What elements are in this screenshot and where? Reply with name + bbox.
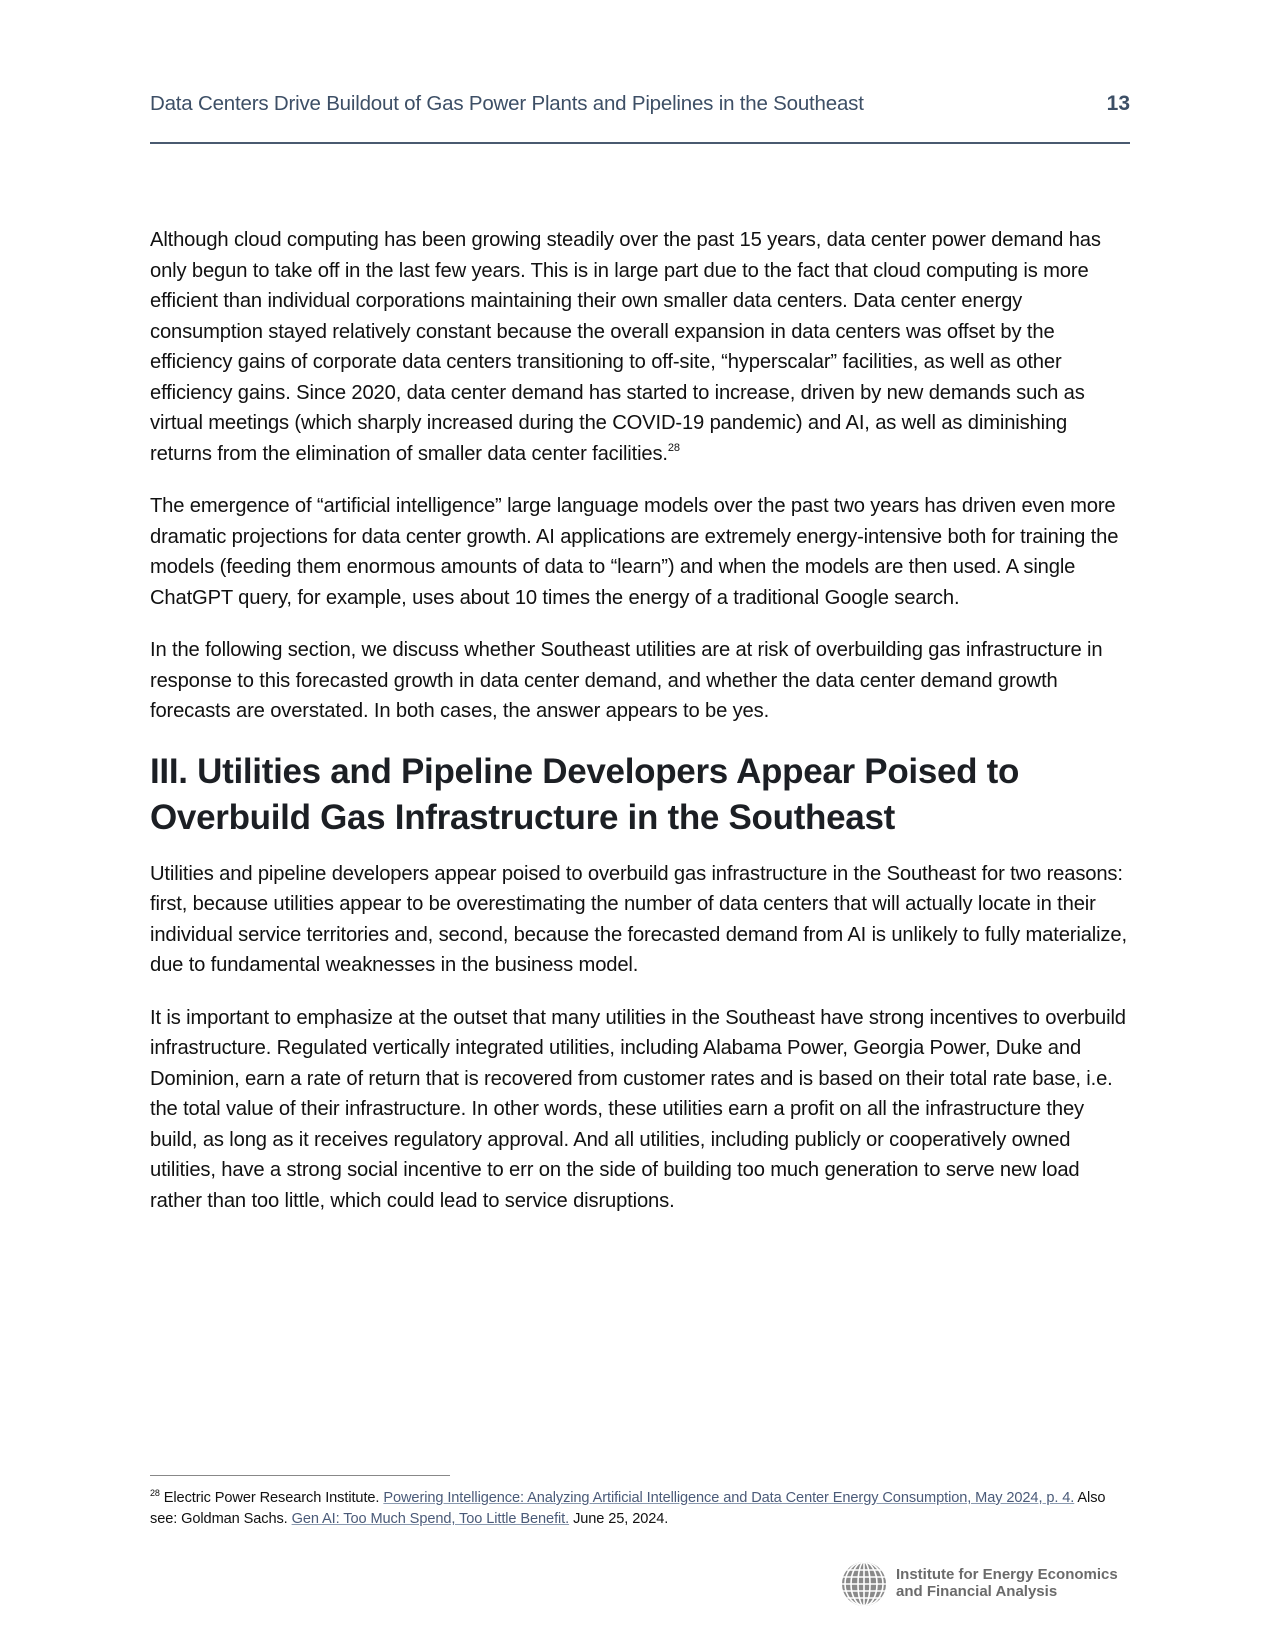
- header-divider: [150, 142, 1130, 144]
- footnote: [150, 1488, 1130, 1530]
- paragraph-ai-emergence: The emergence of “artificial intelligence” large language models over the past two years has driven even more dramatic projections for data center growth. AI applications are extremely energy-intensive both for training the models (feeding them enormous amounts of data to “learn”) and when the models are then used. A single ChatGPT query, for example, uses about 10 times the energy of a traditional Google search.: [150, 495, 1119, 609]
- paragraph-cloud-computing: Although cloud computing has been growing steadily over the past 15 years, data center power demand has only begun to take off in the last few years. This is in large part due to the fact that cloud computing is more efficient than individual corporations maintaining their own smaller data centers. Data center energy consumption stayed relatively constant because the overall expansion in data centers was offset by the efficiency gains of corporate data centers transitioning to off-site, “hyperscalar” facilities, as well as other efficiency gains. Since 2020, data center demand has started to increase, driven by new demands such as virtual meetings (which sharply increased during the COVID-19 pandemic) and AI, as well as diminishing returns from the elimination of smaller data center facilities.$^{28}$: [150, 229, 1101, 465]
- footnote-ref[interactable]: 28: [667, 441, 680, 454]
- ieefa-logo: [840, 1560, 1120, 1612]
- page-number: 13: [1106, 92, 1130, 115]
- page-body: [150, 225, 1130, 1238]
- paragraph-two-reasons: Utilities and pipeline developers appear poised to overbuild gas infrastructure in the Southeast for two reasons: first, because utilities appear to be overestimating the number of data centers that will actually locate in their individual service territories and, second, because the forecasted demand from AI is unlikely to fully materialize, due to fundamental weaknesses in the business model.: [150, 862, 1127, 976]
- page-header: [150, 92, 1130, 122]
- footnote-link-goldman[interactable]: Gen AI: Too Much Spend, Too Little Benefit.: [291, 1511, 570, 1527]
- running-title: Data Centers Drive Buildout of Gas Power Plants and Pipelines in the Southeast: [150, 92, 864, 115]
- section-heading: III. Utilities and Pipeline Developers Appear Poised to Overbuild Gas Infrastructure in the Southeast: [150, 751, 1020, 837]
- footnote-link-epri[interactable]: Powering Intelligence: Analyzing Artificial Intelligence and Data Center Energy Consumption, May 2024, p. 4.: [383, 1490, 1075, 1506]
- footnote-source: Electric Power Research Institute.: [163, 1490, 380, 1506]
- footnote-divider: [150, 1475, 450, 1476]
- footnote-number: 28: [150, 1488, 160, 1498]
- footnote-also-see: Also see: Goldman Sachs.: [150, 1490, 1106, 1527]
- footnote-date: June 25, 2024.: [573, 1511, 669, 1527]
- globe-icon: [840, 1560, 888, 1608]
- paragraph-following-section: In the following section, we discuss whether Southeast utilities are at risk of overbuilding gas infrastructure in response to this forecasted growth in data center demand, and whether the data center demand growth forecasts are overstated. In both cases, the answer appears to be yes.: [150, 639, 1103, 722]
- logo-text: Institute for Energy Economics and Financial Analysis: [896, 1566, 1118, 1600]
- paragraph-incentives: It is important to emphasize at the outset that many utilities in the Southeast have strong incentives to overbuild infrastructure. Regulated vertically integrated utilities, including Alabama Power, Georgia Power, Duke and Dominion, earn a rate of return that is recovered from customer rates and is based on their total rate base, i.e. the total value of their infrastructure. In other words, these utilities earn a profit on all the infrastructure they build, as long as it receives regulatory approval. And all utilities, including publicly or cooperatively owned utilities, have a strong social incentive to err on the side of building too much generation to serve new load rather than too little, which could lead to service disruptions.: [150, 1006, 1126, 1212]
